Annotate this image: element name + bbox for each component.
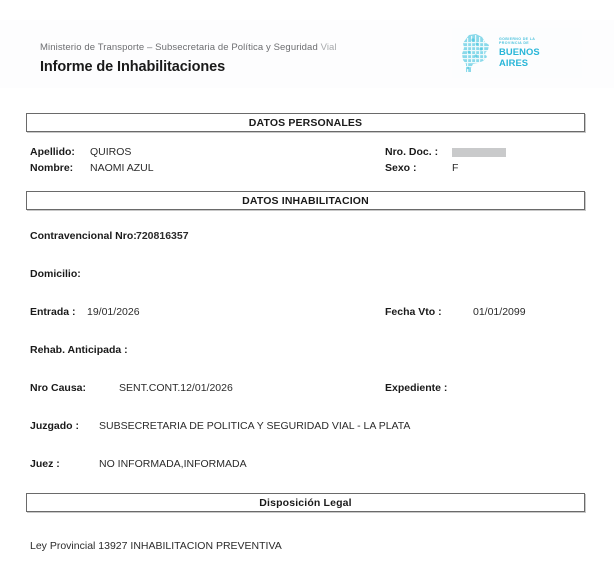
datos-personales-fields [0, 146, 614, 178]
fecha-vto-label: Fecha Vto : [385, 306, 442, 318]
logo-sub-line-1: GOBIERNO DE LA [499, 37, 536, 42]
entrada-label: Entrada : [30, 306, 76, 318]
logo-sub-line-2: PROVINCIA DE [499, 40, 530, 45]
ministry-line-tail: Vial [320, 42, 337, 53]
nro-doc-label: Nro. Doc. : [385, 146, 439, 158]
contravencional-label: Contravencional Nro: [30, 230, 137, 242]
juzgado-label: Juzgado : [30, 420, 79, 432]
field-row-apellido [0, 146, 614, 162]
government-logo [452, 28, 582, 78]
section-header-datos-inhabilitacion [26, 191, 585, 210]
document-body [0, 88, 614, 564]
datos-inhabilitacion-fields [0, 230, 614, 474]
section-header-disposicion-legal [26, 493, 585, 512]
field-row-rehab-anticipada [0, 344, 614, 360]
section-header-datos-personales [26, 113, 585, 132]
disposicion-legal-text: Ley Provincial 13927 INHABILITACION PREVENTIVA [30, 540, 282, 552]
field-row-nombre [0, 162, 614, 178]
nro-doc-redaction [452, 148, 506, 157]
sexo-label: Sexo : [385, 162, 417, 174]
rehab-anticipada-label: Rehab. Anticipada : [30, 344, 128, 356]
expediente-label: Expediente : [385, 382, 448, 394]
section-header-datos-personales-label: DATOS PERSONALES [248, 116, 363, 129]
ministry-line-main: Ministerio de Transporte – Subsecretaria de Política y Seguridad [40, 42, 321, 53]
field-row-entrada [0, 306, 614, 322]
page-title: Informe de Inhabilitaciones [40, 59, 226, 75]
ministry-line [40, 42, 440, 54]
logo-main-line-1: BUENOS [499, 46, 540, 58]
field-row-juzgado [0, 420, 614, 436]
field-row-contravencional [0, 230, 614, 246]
sexo-value: F [452, 162, 459, 174]
fecha-vto-value: 01/01/2099 [473, 306, 526, 318]
logo-main-line-2: AIRES [499, 57, 529, 69]
nro-causa-label: Nro Causa: [30, 382, 87, 394]
entrada-value: 19/01/2026 [87, 306, 140, 318]
juez-value: NO INFORMADA,INFORMADA [99, 458, 247, 470]
buenos-aires-province-silhouette-icon [458, 33, 492, 73]
section-header-datos-inhabilitacion-label: DATOS INHABILITACION [242, 194, 369, 207]
nro-causa-value: SENT.CONT.12/01/2026 [119, 382, 233, 394]
juez-label: Juez : [30, 458, 60, 470]
header-titles [40, 42, 440, 76]
logo-wordmark [499, 38, 540, 68]
field-row-juez [0, 458, 614, 474]
field-row-domicilio [0, 268, 614, 284]
field-row-nro-causa [0, 382, 614, 398]
disposicion-legal-body [0, 540, 614, 564]
nombre-value: NAOMI AZUL [90, 162, 154, 174]
nombre-label: Nombre: [30, 162, 74, 174]
contravencional-value: 720816357 [136, 230, 189, 242]
apellido-value: QUIROS [90, 146, 132, 158]
document-header [0, 0, 614, 88]
domicilio-label: Domicilio: [30, 268, 81, 280]
section-header-disposicion-legal-label: Disposición Legal [259, 496, 352, 509]
juzgado-value: SUBSECRETARIA DE POLITICA Y SEGURIDAD VIAL - LA PLATA [99, 420, 411, 432]
apellido-label: Apellido: [30, 146, 75, 158]
